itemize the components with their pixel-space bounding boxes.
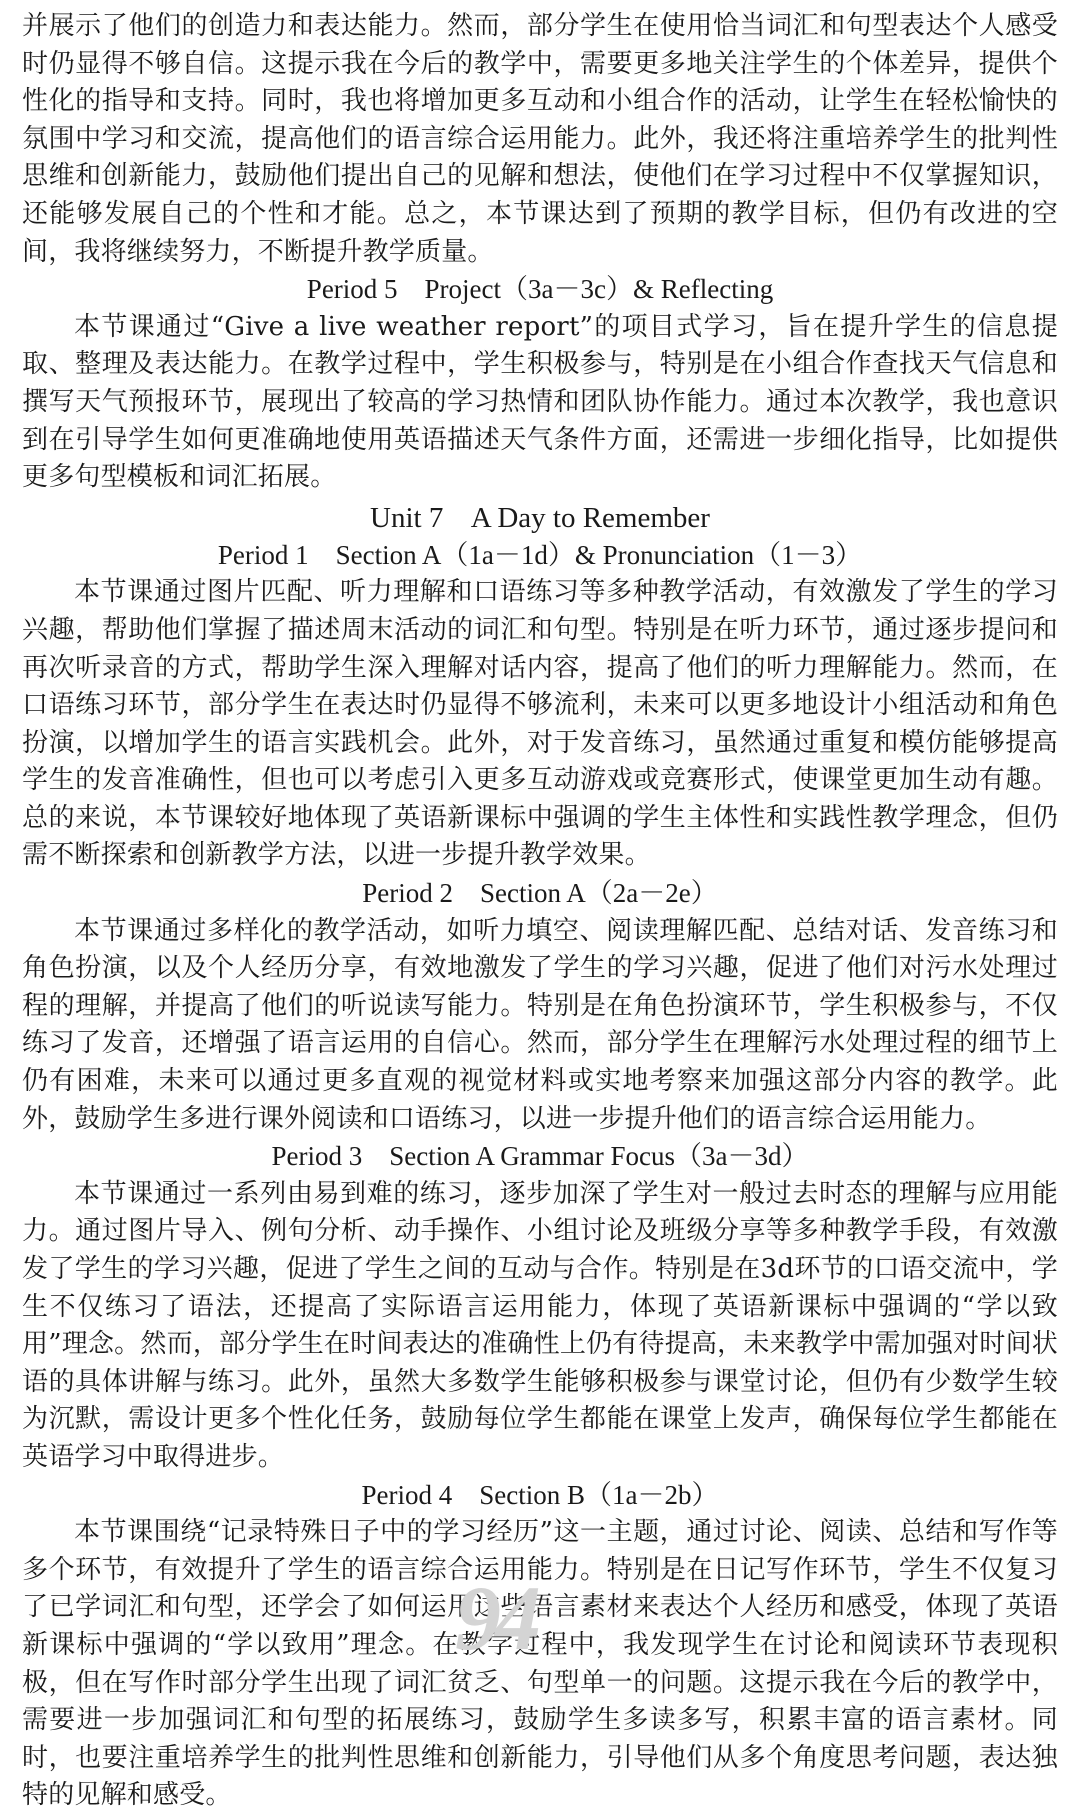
period3-paragraph: 本节课通过一系列由易到难的练习，逐步加深了学生对一般过去时态的理解与应用能力。通过图片导入、例句分析、动手操作、小组讨论及班级分享等多种教学手段，有效激发了学生的学习兴趣，促进了学生之间的互动与合作。特别是在3d环节的口语交流中，学生不仅练习了语法，还提高了实际语言运用能力，体现了英语新课标中强调的“学以致用”理念。然而，部分学生在时间表达的准确性上仍有待提高，未来教学中需加强对时间状语的具体讲解与练习。此外，虽然大多数学生能够积极参与课堂讨论，但仍有少数学生较为沉默，需设计更多个性化任务，鼓励每位学生都能在课堂上发声，确保每位学生都能在英语学习中取得进步。 [22, 1178, 1058, 1472]
page-content [22, 8, 1058, 1815]
period3-heading: Period 3 Section A Grammar Focus（3a－3d） [271, 1141, 809, 1172]
page-number: 94 [455, 1567, 535, 1669]
period4-paragraph: 本节课围绕“记录特殊日子中的学习经历”这一主题，通过讨论、阅读、总结和写作等多个环节，有效提升了学生的语言综合运用能力。特别是在日记写作环节，学生不仅复习了已学词汇和句型，还学会了如何运用这些语言素材来表达个人经历和感受，体现了英语新课标中强调的“学以致用”理念。在教学过程中，我发现学生在讨论和阅读环节表现积极，但在写作时部分学生出现了词汇贫乏、句型单一的问题。这提示我在今后的教学中，需要进一步加强词汇和句型的拓展练习，鼓励学生多读多写，积累丰富的语言素材。同时，也要注重培养学生的批判性思维和创新能力，引导他们从多个角度思考问题，表达独特的见解和感受。 [22, 1517, 1058, 1811]
period5-paragraph: 本节课通过“Give a live weather report”的项目式学习，旨在提升学生的信息提取、整理及表达能力。在教学过程中，学生积极参与，特别是在小组合作查找天气信息和撰写天气预报环节，展现出了较高的学习热情和团队协作能力。通过本次教学，我也意识到在引导学生如何更准确地使用英语描述天气条件方面，还需进一步细化指导，比如提供更多句型模板和词汇拓展。 [22, 311, 1058, 493]
unit7-title: Unit 7 A Day to Remember [370, 501, 710, 534]
period2-heading: Period 2 Section A（2a－2e） [362, 878, 718, 909]
intro-paragraph: 并展示了他们的创造力和表达能力。然而，部分学生在使用恰当词汇和句型表达个人感受时仍显得不够自信。这提示我在今后的教学中，需要更多地关注学生的个体差异，提供个性化的指导和支持。同时，我也将增加更多互动和小组合作的活动，让学生在轻松愉快的氛围中学习和交流，提高他们的语言综合运用能力。此外，我还将注重培养学生的批判性思维和创新能力，鼓励他们提出自己的见解和想法，使他们在学习过程中不仅掌握知识，还能够发展自己的个性和才能。总之，本节课达到了预期的教学目标，但仍有改进的空间，我将继续努力，不断提升教学质量。 [22, 11, 1058, 267]
period1-heading: Period 1 Section A（1a－1d）& Pronunciation（1－3） [217, 539, 863, 570]
period1-paragraph: 本节课通过图片匹配、听力理解和口语练习等多种教学活动，有效激发了学生的学习兴趣，帮助他们掌握了描述周末活动的词汇和句型。特别是在听力环节，通过逐步提问和再次听录音的方式，帮助学生深入理解对话内容，提高了他们的听力理解能力。然而，在口语练习环节，部分学生在表达时仍显得不够流利，未来可以更多地设计小组活动和角色扮演，以增加学生的语言实践机会。此外，对于发音练习，虽然通过重复和模仿能够提高学生的发音准确性，但也可以考虑引入更多互动游戏或竞赛形式，使课堂更加生动有趣。总的来说，本节课较好地体现了英语新课标中强调的学生主体性和实践性教学理念，但仍需不断探索和创新教学方法，以进一步提升教学效果。 [22, 577, 1058, 871]
period5-heading: Period 5 Project（3a－3c）& Reflecting [306, 274, 774, 305]
period2-paragraph: 本节课通过多样化的教学活动，如听力填空、阅读理解匹配、总结对话、发音练习和角色扮演，以及个人经历分享，有效地激发了学生的学习兴趣，促进了他们对污水处理过程的理解，并提高了他们的听说读写能力。特别是在角色扮演环节，学生积极参与，不仅练习了发音，还增强了语言运用的自信心。然而，部分学生在理解污水处理过程的细节上仍有困难，未来可以通过更多直观的视觉材料或实地考察来加强这部分内容的教学。此外，鼓励学生多进行课外阅读和口语练习，以进一步提升他们的语言综合运用能力。 [22, 915, 1058, 1134]
period4-heading: Period 4 Section B（1a－2b） [361, 1479, 719, 1510]
